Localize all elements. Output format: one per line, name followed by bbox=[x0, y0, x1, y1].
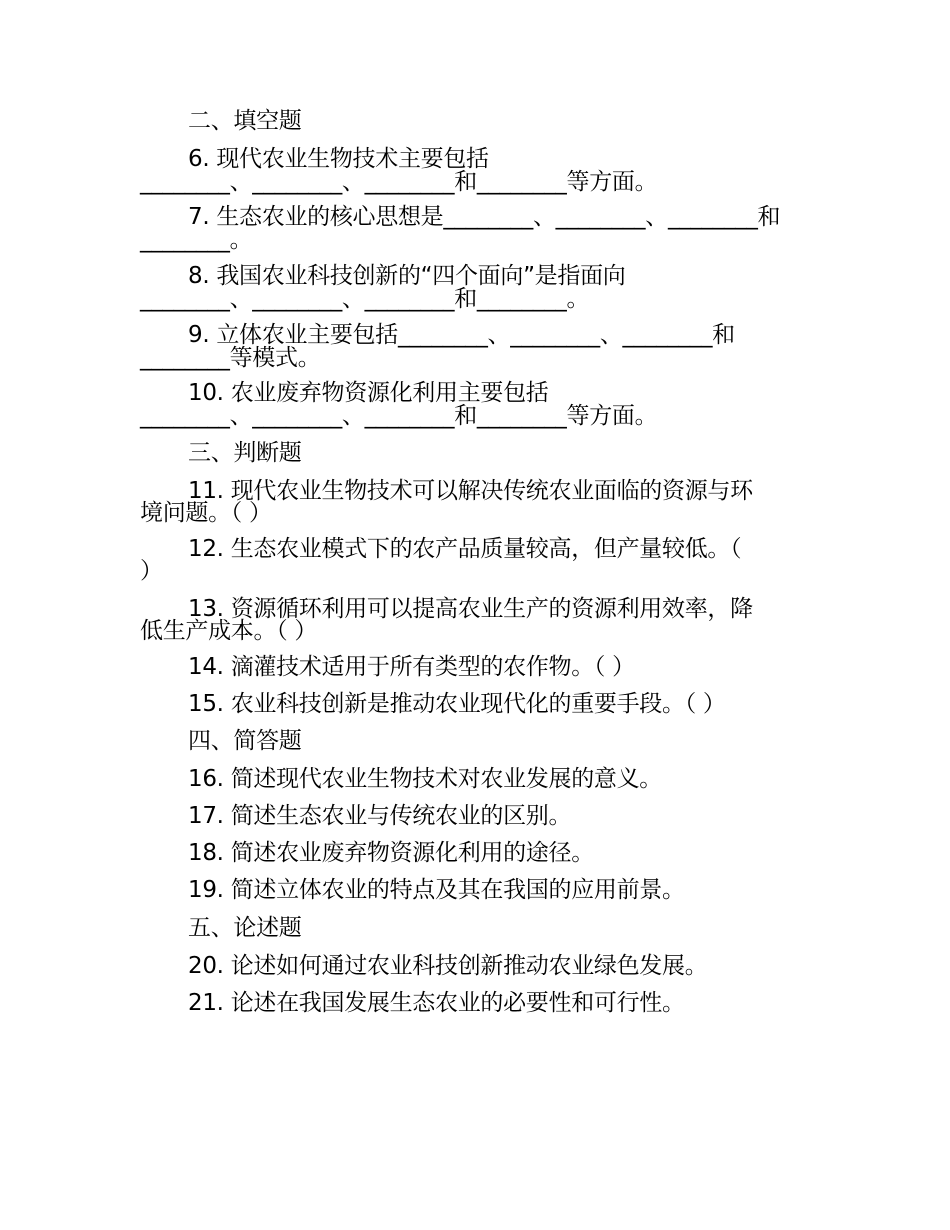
question-9: 9. 立体农业主要包括________、________、________和 bbox=[188, 322, 735, 348]
question-18: 18. 简述农业废弃物资源化利用的途径。 bbox=[188, 840, 594, 866]
question-8: 8. 我国农业科技创新的“四个面向”是指面向 bbox=[188, 263, 626, 289]
question-7: 7. 生态农业的核心思想是________、________、________和 bbox=[188, 204, 781, 230]
section-heading-short-answer: 四、简答题 bbox=[188, 728, 302, 754]
question-8-blanks: ________、________、________和________。 bbox=[140, 286, 590, 312]
question-9-blanks: ________等模式。 bbox=[140, 345, 321, 371]
section-heading-essay: 五、论述题 bbox=[188, 915, 302, 941]
question-11: 11. 现代农业生物技术可以解决传统农业面临的资源与环 bbox=[188, 478, 753, 504]
question-11-cont: 境问题。（ ） bbox=[140, 500, 272, 526]
question-12-cont: ） bbox=[140, 558, 163, 584]
question-16: 16. 简述现代农业生物技术对农业发展的意义。 bbox=[188, 766, 662, 792]
section-heading-fill-blank: 二、填空题 bbox=[188, 108, 302, 134]
question-20: 20. 论述如何通过农业科技创新推动农业绿色发展。 bbox=[188, 953, 708, 979]
question-10: 10. 农业废弃物资源化利用主要包括 bbox=[188, 380, 549, 406]
question-6-blanks: ________、________、________和________等方面。 bbox=[140, 169, 658, 195]
section-heading-true-false: 三、判断题 bbox=[188, 440, 302, 466]
question-17: 17. 简述生态农业与传统农业的区别。 bbox=[188, 803, 572, 829]
question-7-blanks: ________。 bbox=[140, 227, 253, 253]
question-10-blanks: ________、________、________和________等方面。 bbox=[140, 403, 658, 429]
question-21: 21. 论述在我国发展生态农业的必要性和可行性。 bbox=[188, 990, 685, 1016]
question-13: 13. 资源循环利用可以提高农业生产的资源利用效率，降 bbox=[188, 596, 753, 622]
question-12: 12. 生态农业模式下的农产品质量较高，但产量较低。（ bbox=[188, 536, 742, 562]
question-14: 14. 滴灌技术适用于所有类型的农作物。（ ） bbox=[188, 654, 635, 680]
question-6: 6. 现代农业生物技术主要包括 bbox=[188, 146, 489, 172]
question-19: 19. 简述立体农业的特点及其在我国的应用前景。 bbox=[188, 877, 685, 903]
question-15: 15. 农业科技创新是推动农业现代化的重要手段。（ ） bbox=[188, 691, 726, 717]
question-13-cont: 低生产成本。（ ） bbox=[140, 618, 318, 644]
